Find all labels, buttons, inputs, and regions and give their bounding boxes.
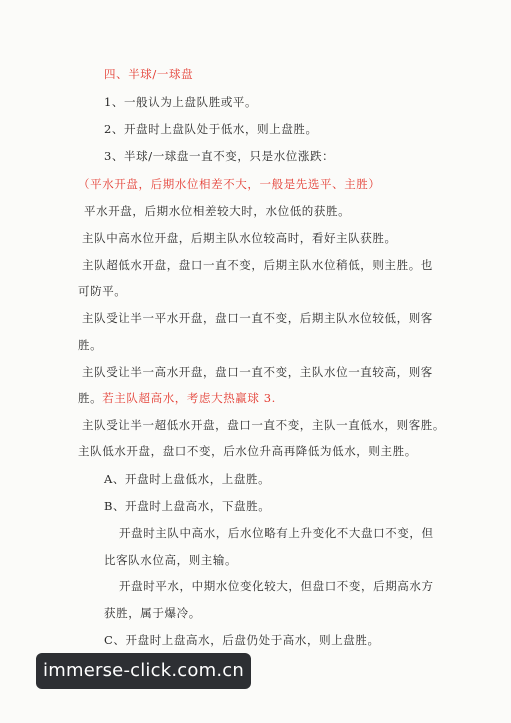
paragraph-line: B、开盘时上盘高水，下盘胜。 xyxy=(104,499,271,513)
section-heading: 四、半球/一球盘 xyxy=(104,67,194,81)
paragraph-line: 开盘时主队中高水，后水位略有上升变化不大盘口不变，但 xyxy=(119,526,434,540)
watermark-badge: immerse-click.com.cn xyxy=(36,653,251,689)
paragraph-text: 胜。 xyxy=(78,391,103,405)
paragraph-line: 开盘时平水，中期水位变化较大，但盘口不变，后期高水方 xyxy=(119,579,434,593)
paragraph-line: 主队受让半一高水开盘，盘口一直不变，主队水位一直较高，则客 xyxy=(82,365,433,379)
paragraph-line: 主队受让半一平水开盘，盘口一直不变，后期主队水位较低，则客 xyxy=(82,311,433,325)
paragraph-line: 可防平。 xyxy=(78,284,127,298)
paragraph-line: 获胜，属于爆冷。 xyxy=(104,606,201,620)
paragraph-line: 1、一般认为上盘队胜或平。 xyxy=(104,95,258,109)
paragraph-line: 平水开盘，后期水位相差较大时，水位低的获胜。 xyxy=(84,204,351,218)
paragraph-line: 主队低水开盘，盘口不变，后水位升高再降低为低水，则主胜。 xyxy=(78,444,417,458)
paragraph-line: A、开盘时上盘低水，上盘胜。 xyxy=(104,472,271,486)
highlight-note: （平水开盘，后期水位相差不大，一般是先选平、主胜） xyxy=(78,177,381,191)
paragraph-line: 主队超低水开盘，盘口一直不变，后期主队水位稍低，则主胜。也 xyxy=(82,258,433,272)
paragraph-line: C、开盘时上盘高水，后盘仍处于高水，则上盘胜。 xyxy=(104,633,380,647)
paragraph-line: 主队中高水位开盘，后期主队水位较高时，看好主队获胜。 xyxy=(82,231,397,245)
paragraph-line: 3、半球/一球盘一直不变，只是水位涨跌： xyxy=(104,149,335,163)
paragraph-line: 胜。 xyxy=(78,338,103,352)
paragraph-line xyxy=(78,390,276,406)
paragraph-line: 比客队水位高，则主输。 xyxy=(104,553,238,567)
paragraph-line: 2、开盘时上盘队处于低水，则上盘胜。 xyxy=(104,122,318,136)
paragraph-line: 主队受让半一超低水开盘，盘口一直不变，主队一直低水，则客胜。 xyxy=(82,418,445,432)
highlight-note: 若主队超高水，考虑大热赢球 3. xyxy=(102,391,276,405)
